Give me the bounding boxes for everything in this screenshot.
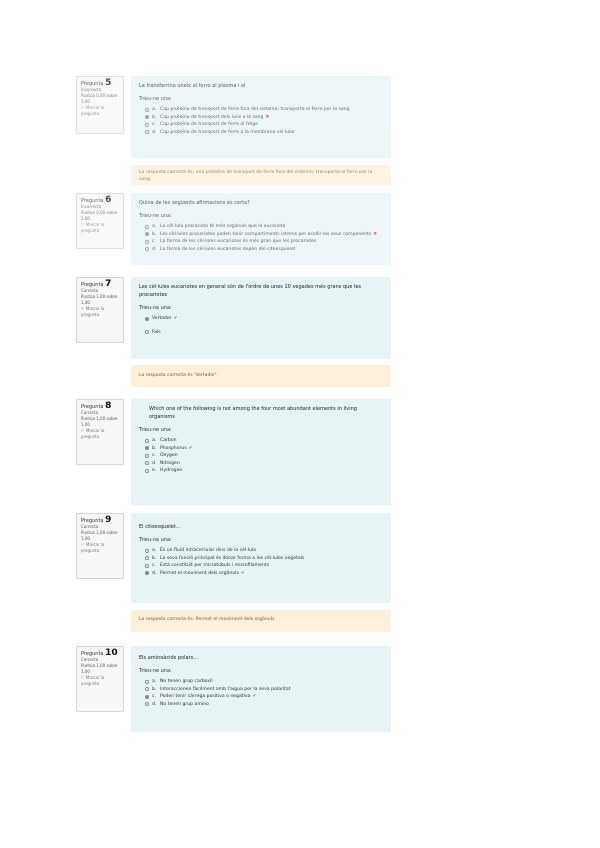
question-status: Correcta [81,288,99,293]
question-info [76,513,124,579]
answer-prompt: Trieu-ne una: [139,213,172,219]
answer-option[interactable]: e. Hydrogen [145,467,383,475]
feedback-box: La resposta correcta és: Permet el moviment dels orgànuls [131,610,391,632]
radio-button[interactable] [145,439,149,443]
question-number: Pregunta 8 [81,401,112,411]
radio-button[interactable] [145,571,149,575]
answer-prompt: Trieu-ne una: [139,305,172,311]
correct-icon: ✔ [188,445,193,451]
question-status: Incorrecta [81,87,102,92]
answer-prompt: Trieu-ne una: [139,96,172,102]
radio-button[interactable] [145,123,149,127]
flag-question-link[interactable]: ⚐ Marcar la pregunta [81,675,105,686]
answer-option[interactable]: a. Carbon [145,437,383,445]
feedback-box: La resposta correcta és: una proteïna de transport de ferro fora del sistema; transporta el ferro per la sang [131,165,391,185]
question-score: Puntúa 1,00 sobre 1,00 [81,530,118,541]
question-content [131,193,391,265]
question-number: Pregunta 6 [81,195,112,205]
radio-button[interactable] [145,240,149,244]
flag-icon: ⚐ [81,675,85,680]
question-status: Correcta [81,657,99,662]
question-score: Puntúa 0,00 sobre 1,00 [81,93,118,104]
answer-prompt: Trieu-ne una: [139,668,172,674]
question-score: Puntúa 1,00 sobre 1,00 [81,294,118,305]
answer-option[interactable]: b. Phosphorus ✔ [145,445,383,453]
flag-question-link[interactable]: ⚐ Marcar la pregunta [81,428,105,439]
question-score: Puntúa 0,00 sobre 1,00 [81,210,118,221]
answer-option[interactable]: b. Les cèl·lules procariotes poden tenir compartiments interns per acollir els seus components ✖ [145,231,383,239]
answer-option[interactable]: a. Cap proteïna de transport de ferro fora del sistema; transporta el ferro per la sang [145,106,383,114]
radio-button[interactable] [145,680,149,684]
answer-option[interactable]: c. Cap proteïna de transport de ferro al fetge [145,121,383,129]
answer-option[interactable]: d. Cap proteïna de transport de ferro a la membrana cel·lular [145,129,383,137]
radio-button[interactable] [145,317,149,321]
question-content [131,399,391,505]
question-status: Incorrecta [81,204,102,209]
radio-button[interactable] [145,130,149,134]
radio-button[interactable] [145,556,149,560]
flag-icon: ⚐ [81,542,85,547]
answer-option[interactable]: b. Cap proteïna de transport dels ions a la sang ✖ [145,114,383,122]
answer-option[interactable]: c. La forma de les cèl·lules eucariotes és més gran que les procariotes [145,238,383,246]
question-number: Pregunta 9 [81,515,112,525]
flag-question-link[interactable]: ⚐ Marcar la pregunta [81,222,105,233]
question-info [76,646,124,712]
radio-button[interactable] [145,469,149,473]
flag-icon: ⚐ [81,105,85,110]
flag-icon: ⚐ [81,222,85,227]
question-text: Les cèl·lules eucariotes en general són de l'ordre de unes 10 vegades més grans que les procariotes [139,284,362,298]
radio-button[interactable] [145,232,149,236]
radio-button[interactable] [145,695,149,699]
answer-option[interactable]: c. Oxygen [145,452,383,460]
question-info [76,76,124,134]
answer-option[interactable]: Vertader ✔ [145,315,383,323]
answer-option[interactable]: d. Nitrogen [145,460,383,468]
answer-option[interactable]: a. No tenen grup carboxil [145,678,383,686]
question-content [131,646,391,732]
radio-button[interactable] [145,549,149,553]
question-score: Puntúa 1,00 sobre 1,00 [81,416,118,427]
question-number: Pregunta 10 [81,648,118,658]
question-text: El citoesquelet... [139,524,181,530]
question-number: Pregunta 5 [81,78,112,88]
radio-button[interactable] [145,446,149,450]
feedback-box: La resposta correcta és 'Vertader'. [131,365,391,387]
question-content [131,277,391,359]
question-text: Els aminoàcids polars... [139,655,198,661]
question-status: Correcta [81,410,99,415]
incorrect-icon: ✖ [373,231,378,237]
answer-option[interactable]: a. És un fluid intracel·lular dins de la cèl·lula [145,547,383,555]
answer-option[interactable]: d. Permet el moviment dels orgànuls ✔ [145,570,383,578]
answer-option[interactable]: c. Poden tenir càrrega positiva o negativa ✔ [145,693,383,701]
answer-option[interactable]: c. Està constituït per microtúbuls i microfilaments [145,562,383,570]
radio-button[interactable] [145,108,149,112]
question-info [76,193,124,249]
answer-option[interactable]: a. La cèl·lula procariota té més orgànuls que la eucariota [145,223,383,231]
correct-icon: ✔ [173,316,178,321]
radio-button[interactable] [145,687,149,691]
question-text: La transferrina uneix el ferro al plasma i el [139,83,246,89]
radio-button[interactable] [145,454,149,458]
correct-icon: ✔ [252,694,257,700]
question-info [76,277,124,343]
answer-prompt: Trieu-ne una: [139,537,172,543]
radio-button[interactable] [145,461,149,465]
question-text: Which one of the following is not among the four most abundant elements in living organisms [149,406,357,420]
flag-question-link[interactable]: ⚐ Marcar la pregunta [81,542,105,553]
flag-icon: ⚐ [81,428,85,433]
radio-button[interactable] [145,702,149,706]
question-content [131,513,391,603]
incorrect-icon: ✖ [265,114,270,120]
radio-button[interactable] [145,564,149,568]
question-score: Puntúa 1,00 sobre 1,00 [81,663,118,674]
flag-question-link[interactable]: ⚐ Marcar la pregunta [81,306,105,317]
question-content [131,76,391,158]
radio-button[interactable] [145,330,149,334]
radio-button[interactable] [145,225,149,229]
answer-option[interactable]: d. No tenen grup amino [145,701,383,709]
radio-button[interactable] [145,247,149,251]
answer-option[interactable]: d. La forma de les cèl·lules eucariotes depèn del citoesquelet [145,246,383,254]
question-text: Quina de les següents afirmacions és certa? [139,200,250,206]
correct-icon: ✔ [240,570,245,576]
question-info [76,399,124,465]
question-number: Pregunta 7 [81,279,112,289]
answer-option[interactable]: b. La seva funció principal és donar forma a les cèl·lules vegetals [145,555,383,563]
answer-option[interactable]: Fals [145,329,383,337]
question-status: Correcta [81,524,99,529]
radio-button[interactable] [145,115,149,119]
flag-question-link[interactable]: ⚐ Marcar la pregunta [81,105,105,116]
answer-prompt: Trieu-ne una: [139,427,172,433]
answer-option[interactable]: b. Interaccionen fàcilment amb l'aigua per la seva polaritat [145,686,383,694]
flag-icon: ⚐ [81,306,85,311]
